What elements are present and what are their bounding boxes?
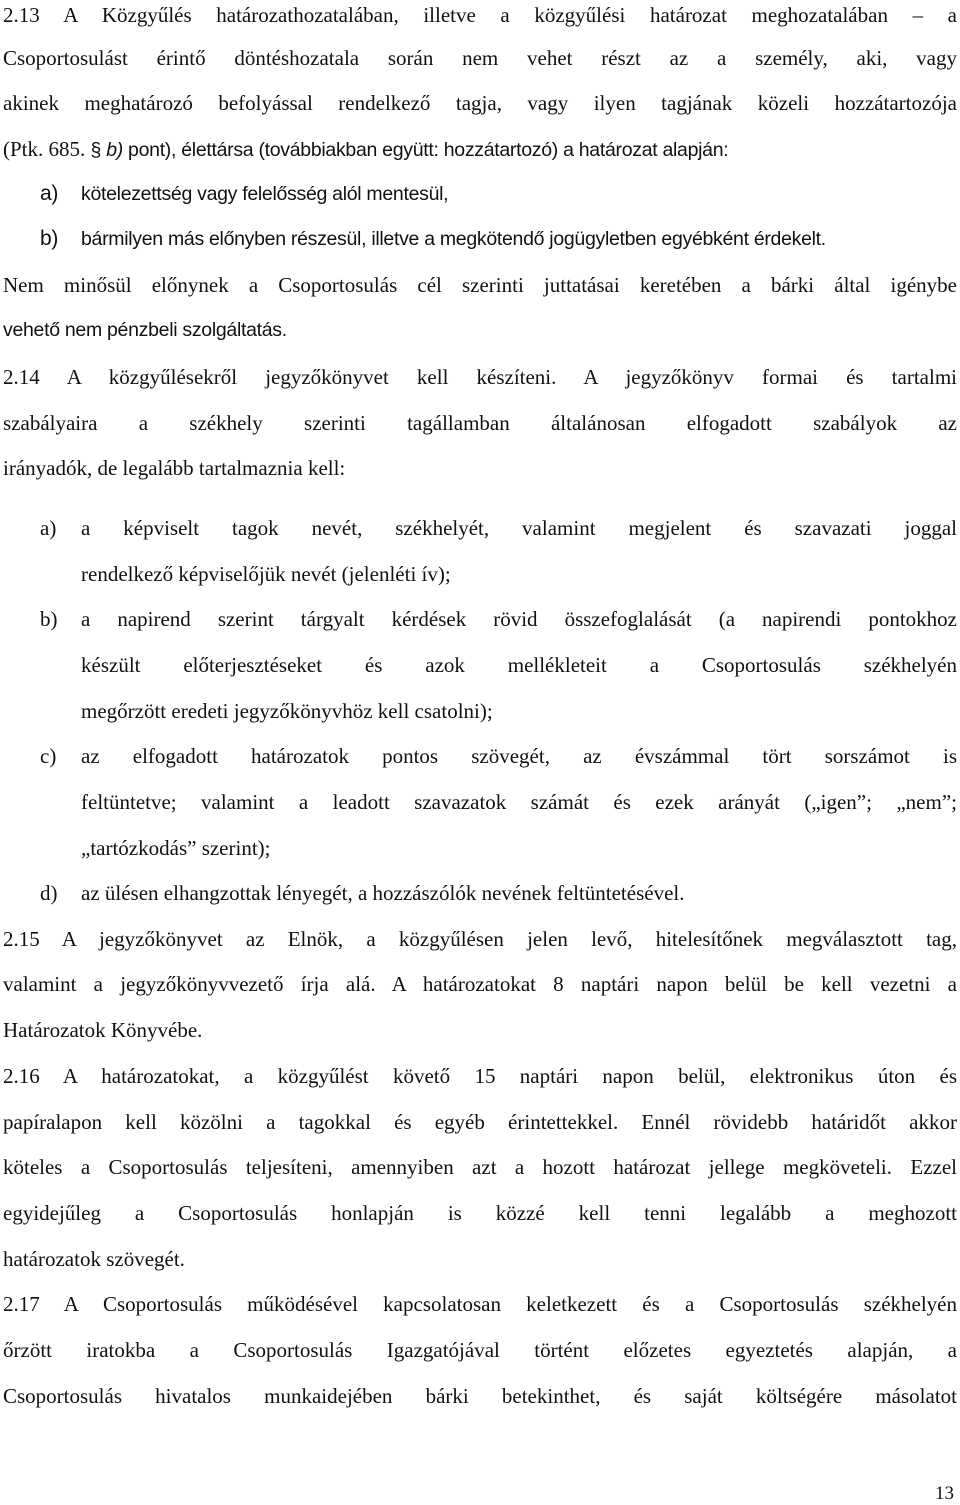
ptk-reference-rest: pont), élettársa (továbbiakban együtt: hozzátartozó) a határozat alapján: <box>122 139 729 161</box>
paragraph-2-16-line-1: 2.16 A határozatokat, a közgyűlést követő 15 naptári napon belül, elektronikus úton és <box>3 1064 957 1088</box>
paragraph-2-14-line-3: irányadók, de legalább tartalmaznia kell: <box>3 456 346 480</box>
paragraph-2-16-line-2: papíralapon kell közölni a tagokkal és egyéb érintettekkel. Ennél rövidebb határidőt akkor <box>3 1110 957 1134</box>
list-item-line: feltüntetve; valamint a leadott szavazatok számát és ezek arányát („igen”; „nem”; <box>81 790 957 814</box>
item-label: a) <box>40 516 57 540</box>
paragraph-2-13-line-7: Nem minősül előnynek a Csoportosulás cél szerinti juttatásai keretében a bárki által igénybe <box>3 273 957 297</box>
list-item-line: az ülésen elhangzottak lényegét, a hozzászólók nevének feltüntetésével. <box>81 881 685 905</box>
page-number: 13 <box>935 1483 954 1504</box>
list-item: kötelezettség vagy felelősség alól mentesül, <box>81 183 449 205</box>
paragraph-2-14-line-2: szabályaira a székhely szerinti tagállamban általánosan elfogadott szabályok az <box>3 411 957 435</box>
ptk-reference: (Ptk. 685. <box>3 137 91 161</box>
point-b-ref: b) <box>106 139 123 161</box>
paragraph-2-13-line-1: 2.13 A Közgyűlés határozathozatalában, illetve a közgyűlési határozat meghozatalában – a <box>3 3 957 27</box>
list-item-line: rendelkező képviselőjük nevét (jelenléti ív); <box>81 562 451 586</box>
paragraph-2-13-line-8: vehető nem pénzbeli szolgáltatás. <box>3 319 287 341</box>
list-item-line: megőrzött eredeti jegyzőkönyvhöz kell csatolni); <box>81 699 493 723</box>
paragraph-2-14-line-1: 2.14 A közgyűlésekről jegyzőkönyvet kell készíteni. A jegyzőkönyv formai és tartalmi <box>3 365 957 389</box>
paragraph-2-16-line-4: egyidejűleg a Csoportosulás honlapján is közzé kell tenni legalább a meghozott <box>3 1201 957 1225</box>
paragraph-2-15-line-1: 2.15 A jegyzőkönyvet az Elnök, a közgyűlésen jelen levő, hitelesítőnek megválasztott tag, <box>3 927 957 951</box>
paragraph-2-17-line-2: őrzött iratokba a Csoportosulás Igazgatójával történt előzetes egyeztetés alapján, a <box>3 1338 957 1362</box>
item-label: b) <box>40 227 59 250</box>
list-item-line: készült előterjesztéseket és azok mellékleteit a Csoportosulás székhelyén <box>81 653 957 677</box>
list-item-line: „tartózkodás” szerint); <box>81 836 271 860</box>
item-label: d) <box>40 881 58 905</box>
paragraph-2-15-line-3: Határozatok Könyvébe. <box>3 1018 203 1042</box>
paragraph-2-13-line-4 <box>3 134 957 165</box>
list-item-line: az elfogadott határozatok pontos szövegét, az évszámmal tört sorszámot is <box>81 744 957 768</box>
item-label: b) <box>40 607 58 631</box>
paragraph-2-17-line-1: 2.17 A Csoportosulás működésével kapcsolatosan keletkezett és a Csoportosulás székhelyén <box>3 1292 957 1316</box>
list-item-line: a képviselt tagok nevét, székhelyét, valamint megjelent és szavazati joggal <box>81 516 957 540</box>
item-label: a) <box>40 182 59 205</box>
paragraph-2-16-line-3: köteles a Csoportosulás teljesíteni, amennyiben azt a hozott határozat jellege megköveteli. Ezzel <box>3 1155 957 1179</box>
paragraph-2-15-line-2: valamint a jegyzőkönyvvezető írja alá. A határozatokat 8 naptári napon belül be kell vezetni a <box>3 972 957 996</box>
item-label: c) <box>40 744 57 768</box>
paragraph-2-13-line-3: akinek meghatározó befolyással rendelkező tagja, vagy ilyen tagjának közeli hozzátartozója <box>3 91 957 115</box>
list-item: bármilyen más előnyben részesül, illetve a megkötendő jogügyletben egyébként érdekelt. <box>81 228 826 250</box>
paragraph-2-16-line-5: határozatok szövegét. <box>3 1247 185 1271</box>
paragraph-2-17-line-3: Csoportosulás hivatalos munkaidejében bárki betekinthet, és saját költségére másolatot <box>3 1384 957 1408</box>
section-sign: § <box>90 139 107 161</box>
list-item-line: a napirend szerint tárgyalt kérdések rövid összefoglalását (a napirendi pontokhoz <box>81 607 957 631</box>
paragraph-2-13-line-2: Csoportosulást érintő döntéshozatala során nem vehet részt az a személy, aki, vagy <box>3 46 957 70</box>
